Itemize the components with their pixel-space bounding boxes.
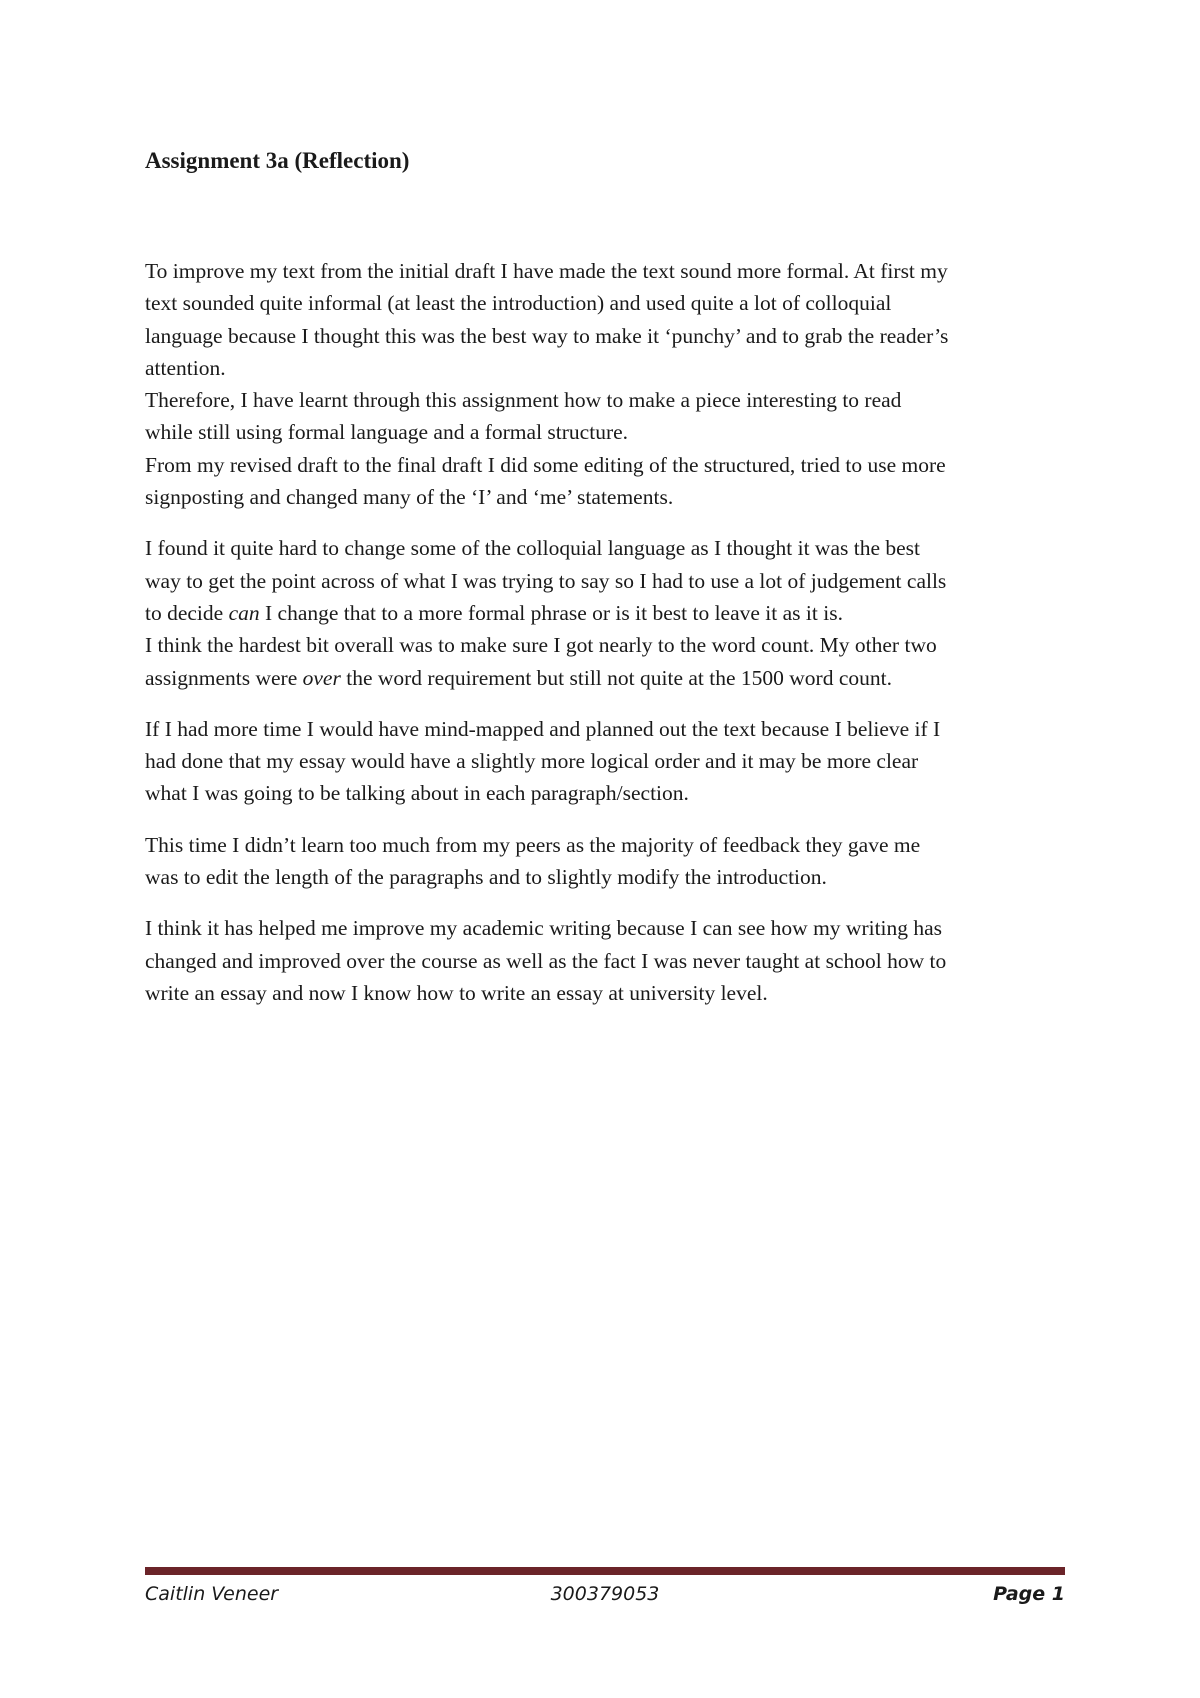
paragraph-2: [145, 532, 1065, 693]
text-line: This time I didn’t learn too much from my peers as the majority of feedback they gave me: [145, 832, 921, 857]
text-line: If I had more time I would have mind-mapped and planned out the text because I believe if I: [145, 716, 941, 741]
page-footer: [145, 1583, 1065, 1613]
text-line: way to get the point across of what I was trying to say so I had to use a lot of judgement calls: [145, 568, 947, 593]
paragraph-1: [145, 255, 1065, 513]
footer-student-id: 300379053: [550, 1583, 660, 1605]
text-line: Therefore, I have learnt through this assignment how to make a piece interesting to read: [145, 388, 902, 413]
text-line: signposting and changed many of the ‘I’ and ‘me’ statements.: [145, 485, 674, 510]
italic-emphasis: can: [228, 600, 260, 625]
text-line: write an essay and now I know how to write an essay at university level.: [145, 980, 768, 1005]
text-line: I think the hardest bit overall was to make sure I got nearly to the word count. My other two: [145, 633, 937, 658]
text-run: to decide: [145, 600, 229, 625]
italic-emphasis: over: [302, 665, 341, 690]
document-title: Assignment 3a (Reflection): [145, 148, 410, 173]
text-run: I change that to a more formal phrase or is it best to leave it as it is.: [259, 600, 843, 625]
text-line: had done that my essay would have a slightly more logical order and it may be more clear: [145, 749, 919, 774]
text-line: [145, 662, 1065, 694]
footer-page-number: Page 1: [993, 1583, 1065, 1605]
text-line: To improve my text from the initial draft I have made the text sound more formal. At first my: [145, 259, 948, 283]
text-line: changed and improved over the course as well as the fact I was never taught at school how to: [145, 948, 947, 973]
text-line: was to edit the length of the paragraphs and to slightly modify the introduction.: [145, 865, 827, 890]
document-body: [145, 255, 1065, 1028]
paragraph-3: [145, 713, 1065, 810]
text-line: text sounded quite informal (at least the introduction) and used quite a lot of colloquial: [145, 291, 892, 316]
text-line: language because I thought this was the best way to make it ‘punchy’ and to grab the reader’s: [145, 323, 949, 348]
footer-divider: [145, 1567, 1065, 1575]
paragraph-5: [145, 912, 1065, 1009]
text-line: [145, 597, 1065, 629]
text-line: I think it has helped me improve my academic writing because I can see how my writing has: [145, 916, 943, 941]
footer-author: Caitlin Veneer: [145, 1583, 279, 1605]
text-line: what I was going to be talking about in each paragraph/section.: [145, 781, 689, 806]
text-line: while still using formal language and a formal structure.: [145, 420, 629, 445]
text-line: From my revised draft to the final draft I did some editing of the structured, tried to use more: [145, 452, 946, 477]
text-run: the word requirement but still not quite at the 1500 word count.: [340, 665, 892, 690]
paragraph-4: [145, 829, 1065, 894]
text-line: I found it quite hard to change some of the colloquial language as I thought it was the best: [145, 536, 920, 561]
text-line: attention.: [145, 355, 226, 380]
text-run: assignments were: [145, 665, 303, 690]
